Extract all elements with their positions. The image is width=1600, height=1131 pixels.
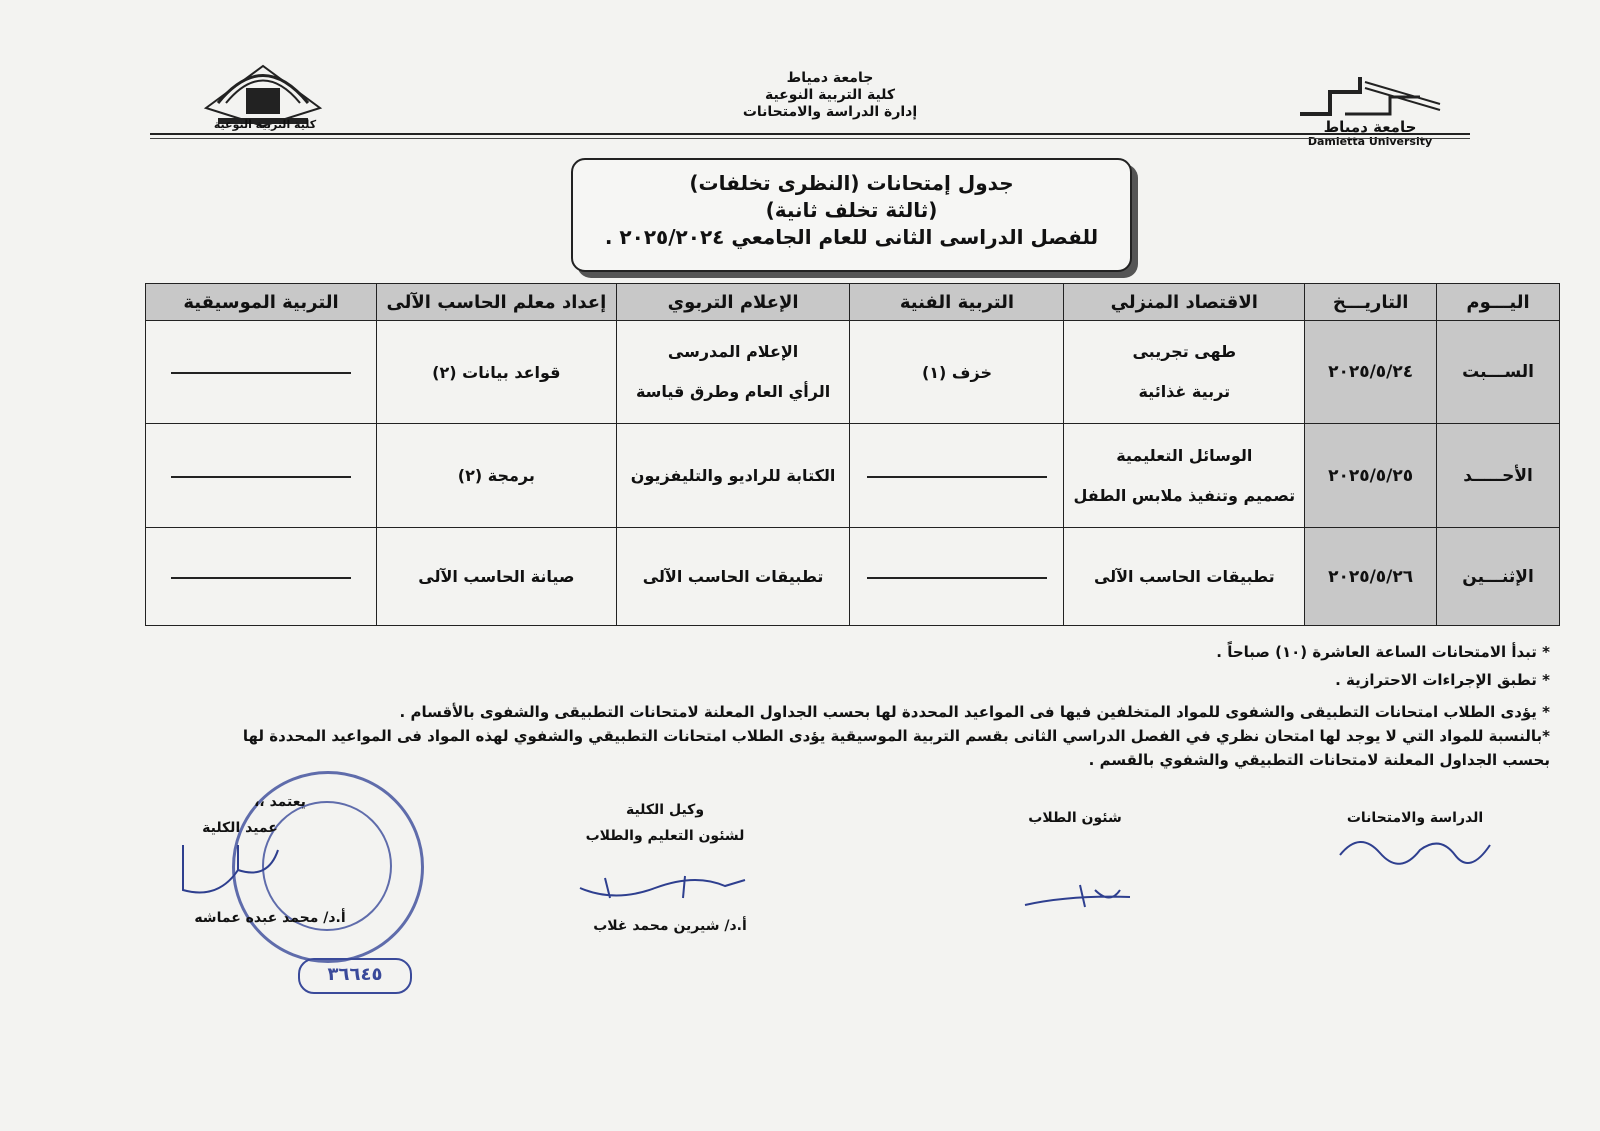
title-box — [571, 158, 1132, 272]
subject: خزف (١) — [921, 362, 992, 382]
table-row — [146, 424, 1560, 528]
student-affairs-title: شئون الطلاب — [1028, 810, 1122, 826]
computer-cell — [376, 321, 616, 424]
header-day: اليـــوم — [1437, 284, 1560, 321]
art-cell — [850, 321, 1064, 424]
university-name: جامعة دمياط — [786, 70, 874, 86]
table-row — [146, 321, 1560, 424]
subject: برمجة (٢) — [457, 466, 535, 485]
media-cell — [616, 528, 850, 626]
note-item: * يؤدى الطلاب امتحانات التطبيقى والشفوى للمواد المتخلفين فيها فى المواعيد المحددة لها بحسب الجداول المعلنة لامتحانات التطبيقى والشفوى بالأقسام . — [399, 703, 1550, 721]
vice-dean-name: أ.د/ شيرين محمد غلاب — [593, 918, 747, 934]
vice-dean-signature-scribble — [575, 868, 755, 910]
table-header-row — [146, 284, 1560, 321]
faculty-name: كلية التربية النوعية — [764, 87, 896, 103]
studies-signature-scribble — [1330, 825, 1500, 875]
subject: تطبيقات الحاسب الآلى — [1093, 567, 1275, 586]
music-cell — [146, 321, 377, 424]
home-econ-cell — [1064, 528, 1305, 626]
header-music: التربية الموسيقية — [146, 284, 377, 321]
subject: تربية غذائية — [1138, 382, 1231, 401]
vice-dean-title: وكيل الكلية — [625, 802, 705, 818]
dean-signature-scribble — [178, 840, 288, 900]
subject: تصميم وتنفيذ ملابس الطفل — [1073, 485, 1296, 505]
media-cell — [616, 424, 850, 528]
header-text — [680, 70, 980, 121]
computer-cell — [376, 424, 616, 528]
subject: طهى تجريبى — [1132, 342, 1237, 361]
art-cell — [850, 424, 1064, 528]
date-cell: ٢٠٢٥/٥/٢٦ — [1305, 528, 1437, 626]
music-cell — [146, 528, 377, 626]
empty-dash — [867, 476, 1047, 478]
home-econ-cell — [1064, 424, 1305, 528]
faculty-logo-caption: كلية التربية النوعية — [213, 118, 317, 131]
day-cell: الســـبت — [1437, 321, 1560, 424]
header-media: الإعلام التربوي — [616, 284, 850, 321]
subject: الرأي العام وطرق قياسة — [635, 382, 831, 401]
music-cell — [146, 424, 377, 528]
approve-label: يعتمد ،، — [254, 794, 306, 810]
note-item: * تبدأ الامتحانات الساعة العاشرة (١٠) صباحاً . — [1216, 643, 1550, 661]
subject: الكتابة للراديو والتليفزيون — [630, 466, 836, 485]
art-cell — [850, 528, 1064, 626]
subject: تطبيقات الحاسب الآلى — [642, 567, 824, 586]
empty-dash — [171, 476, 351, 478]
day-cell: الأحـــــد — [1437, 424, 1560, 528]
header-divider-thin — [150, 138, 1470, 139]
empty-dash — [171, 372, 351, 374]
header-divider — [150, 133, 1470, 135]
vice-dean-subtitle: لشئون التعليم والطلاب — [585, 828, 745, 844]
date-cell: ٢٠٢٥/٥/٢٥ — [1305, 424, 1437, 528]
studies-signature-title: الدراسة والامتحانات — [1346, 810, 1484, 826]
subject: الإعلام المدرسى — [667, 342, 799, 361]
date-cell: ٢٠٢٥/٥/٢٤ — [1305, 321, 1437, 424]
computer-cell — [376, 528, 616, 626]
header-computer: إعداد معلم الحاسب الآلى — [376, 284, 616, 321]
dean-name: أ.د/ محمد عبده عماشه — [194, 910, 346, 926]
empty-dash — [867, 577, 1047, 579]
note-item: * تطبق الإجراءات الاحترازية . — [1335, 671, 1550, 689]
subject: قواعد بيانات (٢) — [432, 362, 561, 382]
dean-title: عميد الكلية — [202, 820, 278, 836]
empty-dash — [171, 577, 351, 579]
note-item: *بالنسبة للمواد التي لا يوجد لها امتحان نظري في الفصل الدراسي الثانى بقسم التربية الموسيقية يؤدى الطلاب امتحانات التطبيقي والشفوي لهذه المواد فى المواعيد المحددة لها بحسب الجداول المعلنة لامتحانات التطبيقي والشفوي بالقسم . — [242, 727, 1550, 769]
subject: صيانة الحاسب الآلى — [418, 567, 575, 586]
header-art: التربية الفنية — [850, 284, 1064, 321]
university-logo-en: Damietta University — [1307, 135, 1433, 148]
title-line-3: للفصل الدراسى الثانى للعام الجامعي ٢٠٢٥/٢٠٢٤ . — [604, 225, 1099, 249]
stamp-number: ٣٦٦٤٥ — [298, 958, 412, 994]
header-home-economics: الاقتصاد المنزلي — [1064, 284, 1305, 321]
header-date: التاريـــخ — [1305, 284, 1437, 321]
title-line-2: (ثالثة تخلف ثانية) — [765, 198, 938, 222]
university-logo-ar: جامعة دمياط — [1323, 118, 1417, 136]
title-line-1: جدول إمتحانات (النظرى تخلفات) — [689, 171, 1014, 195]
table-row — [146, 528, 1560, 626]
media-cell — [616, 321, 850, 424]
day-cell: الإثنـــين — [1437, 528, 1560, 626]
department-name: إدارة الدراسة والامتحانات — [742, 104, 918, 120]
student-affairs-signature-scribble — [1020, 875, 1150, 915]
subject: الوسائل التعليمية — [1116, 445, 1253, 465]
exam-schedule-table — [145, 283, 1560, 626]
notes-section — [200, 640, 1550, 772]
home-econ-cell — [1064, 321, 1305, 424]
